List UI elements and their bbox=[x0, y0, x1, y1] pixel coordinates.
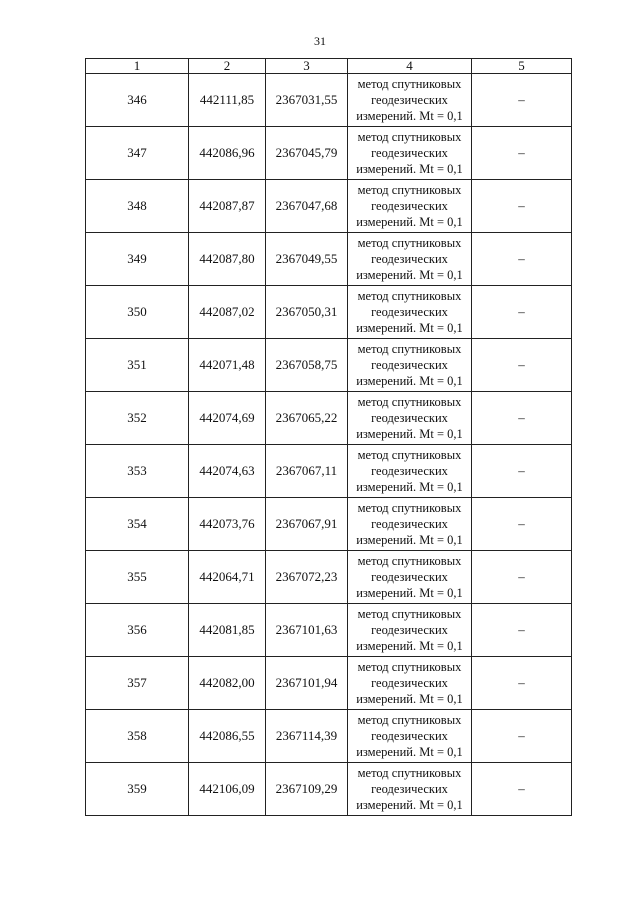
method-line: измерений. Mt = 0,1 bbox=[356, 798, 463, 812]
y-coordinate-cell: 2367031,55 bbox=[266, 74, 348, 127]
method-line: измерений. Mt = 0,1 bbox=[356, 745, 463, 759]
method-cell bbox=[348, 763, 472, 816]
point-number-cell: 349 bbox=[86, 233, 189, 286]
method-line: метод спутниковых bbox=[357, 607, 462, 621]
note-cell: – bbox=[472, 127, 572, 180]
x-coordinate-cell: 442087,80 bbox=[189, 233, 266, 286]
point-number-cell: 351 bbox=[86, 339, 189, 392]
method-line: геодезических bbox=[371, 676, 448, 690]
method-cell bbox=[348, 551, 472, 604]
y-coordinate-cell: 2367109,29 bbox=[266, 763, 348, 816]
method-cell bbox=[348, 180, 472, 233]
method-line: измерений. Mt = 0,1 bbox=[356, 374, 463, 388]
table-row bbox=[86, 180, 572, 233]
x-coordinate-cell: 442082,00 bbox=[189, 657, 266, 710]
method-cell bbox=[348, 604, 472, 657]
note-cell: – bbox=[472, 710, 572, 763]
method-line: геодезических bbox=[371, 729, 448, 743]
point-number-cell: 358 bbox=[86, 710, 189, 763]
method-line: геодезических bbox=[371, 517, 448, 531]
page-number: 31 bbox=[314, 34, 326, 48]
method-line: геодезических bbox=[371, 782, 448, 796]
method-line: метод спутниковых bbox=[357, 183, 462, 197]
method-cell bbox=[348, 445, 472, 498]
method-line: геодезических bbox=[371, 411, 448, 425]
method-line: геодезических bbox=[371, 305, 448, 319]
point-number-cell: 348 bbox=[86, 180, 189, 233]
table-header-row bbox=[86, 59, 572, 74]
x-coordinate-cell: 442086,55 bbox=[189, 710, 266, 763]
method-line: измерений. Mt = 0,1 bbox=[356, 639, 463, 653]
note-cell: – bbox=[472, 339, 572, 392]
method-line: метод спутниковых bbox=[357, 236, 462, 250]
table-row bbox=[86, 710, 572, 763]
coordinates-table bbox=[85, 58, 572, 816]
method-line: геодезических bbox=[371, 464, 448, 478]
y-coordinate-cell: 2367072,23 bbox=[266, 551, 348, 604]
table-row bbox=[86, 127, 572, 180]
y-coordinate-cell: 2367065,22 bbox=[266, 392, 348, 445]
method-line: метод спутниковых bbox=[357, 395, 462, 409]
table-row bbox=[86, 445, 572, 498]
method-line: измерений. Mt = 0,1 bbox=[356, 480, 463, 494]
method-line: метод спутниковых bbox=[357, 77, 462, 91]
column-header: 5 bbox=[472, 59, 572, 74]
point-number-cell: 347 bbox=[86, 127, 189, 180]
y-coordinate-cell: 2367067,91 bbox=[266, 498, 348, 551]
y-coordinate-cell: 2367050,31 bbox=[266, 286, 348, 339]
column-header: 3 bbox=[266, 59, 348, 74]
point-number-cell: 356 bbox=[86, 604, 189, 657]
note-cell: – bbox=[472, 286, 572, 339]
y-coordinate-cell: 2367101,63 bbox=[266, 604, 348, 657]
method-line: измерений. Mt = 0,1 bbox=[356, 321, 463, 335]
method-cell bbox=[348, 74, 472, 127]
method-line: метод спутниковых bbox=[357, 713, 462, 727]
table-row bbox=[86, 498, 572, 551]
y-coordinate-cell: 2367067,11 bbox=[266, 445, 348, 498]
table-row bbox=[86, 74, 572, 127]
y-coordinate-cell: 2367047,68 bbox=[266, 180, 348, 233]
point-number-cell: 354 bbox=[86, 498, 189, 551]
method-line: измерений. Mt = 0,1 bbox=[356, 692, 463, 706]
note-cell: – bbox=[472, 657, 572, 710]
y-coordinate-cell: 2367045,79 bbox=[266, 127, 348, 180]
method-line: геодезических bbox=[371, 570, 448, 584]
method-line: метод спутниковых bbox=[357, 448, 462, 462]
method-line: измерений. Mt = 0,1 bbox=[356, 586, 463, 600]
method-line: измерений. Mt = 0,1 bbox=[356, 533, 463, 547]
method-line: геодезических bbox=[371, 199, 448, 213]
x-coordinate-cell: 442111,85 bbox=[189, 74, 266, 127]
note-cell: – bbox=[472, 604, 572, 657]
note-cell: – bbox=[472, 763, 572, 816]
point-number-cell: 352 bbox=[86, 392, 189, 445]
y-coordinate-cell: 2367114,39 bbox=[266, 710, 348, 763]
method-line: геодезических bbox=[371, 358, 448, 372]
method-line: измерений. Mt = 0,1 bbox=[356, 109, 463, 123]
y-coordinate-cell: 2367101,94 bbox=[266, 657, 348, 710]
x-coordinate-cell: 442087,02 bbox=[189, 286, 266, 339]
method-cell bbox=[348, 498, 472, 551]
column-header: 4 bbox=[348, 59, 472, 74]
note-cell: – bbox=[472, 445, 572, 498]
point-number-cell: 353 bbox=[86, 445, 189, 498]
note-cell: – bbox=[472, 551, 572, 604]
column-header: 2 bbox=[189, 59, 266, 74]
table-row bbox=[86, 551, 572, 604]
method-line: геодезических bbox=[371, 623, 448, 637]
method-cell bbox=[348, 339, 472, 392]
x-coordinate-cell: 442074,63 bbox=[189, 445, 266, 498]
method-line: измерений. Mt = 0,1 bbox=[356, 427, 463, 441]
method-line: измерений. Mt = 0,1 bbox=[356, 162, 463, 176]
y-coordinate-cell: 2367058,75 bbox=[266, 339, 348, 392]
table-row bbox=[86, 657, 572, 710]
note-cell: – bbox=[472, 392, 572, 445]
table-row bbox=[86, 392, 572, 445]
x-coordinate-cell: 442064,71 bbox=[189, 551, 266, 604]
method-line: геодезических bbox=[371, 93, 448, 107]
note-cell: – bbox=[472, 74, 572, 127]
method-cell bbox=[348, 710, 472, 763]
method-line: метод спутниковых bbox=[357, 660, 462, 674]
x-coordinate-cell: 442071,48 bbox=[189, 339, 266, 392]
method-cell bbox=[348, 127, 472, 180]
table-row bbox=[86, 233, 572, 286]
method-line: метод спутниковых bbox=[357, 766, 462, 780]
method-line: геодезических bbox=[371, 146, 448, 160]
method-cell bbox=[348, 657, 472, 710]
method-cell bbox=[348, 286, 472, 339]
note-cell: – bbox=[472, 180, 572, 233]
x-coordinate-cell: 442073,76 bbox=[189, 498, 266, 551]
note-cell: – bbox=[472, 498, 572, 551]
point-number-cell: 357 bbox=[86, 657, 189, 710]
point-number-cell: 355 bbox=[86, 551, 189, 604]
y-coordinate-cell: 2367049,55 bbox=[266, 233, 348, 286]
column-header: 1 bbox=[86, 59, 189, 74]
method-line: измерений. Mt = 0,1 bbox=[356, 215, 463, 229]
method-line: метод спутниковых bbox=[357, 130, 462, 144]
method-line: геодезических bbox=[371, 252, 448, 266]
method-line: метод спутниковых bbox=[357, 501, 462, 515]
x-coordinate-cell: 442106,09 bbox=[189, 763, 266, 816]
note-cell: – bbox=[472, 233, 572, 286]
x-coordinate-cell: 442086,96 bbox=[189, 127, 266, 180]
point-number-cell: 350 bbox=[86, 286, 189, 339]
table-row bbox=[86, 286, 572, 339]
method-line: метод спутниковых bbox=[357, 342, 462, 356]
x-coordinate-cell: 442081,85 bbox=[189, 604, 266, 657]
method-cell bbox=[348, 392, 472, 445]
method-line: метод спутниковых bbox=[357, 554, 462, 568]
table-row bbox=[86, 339, 572, 392]
point-number-cell: 346 bbox=[86, 74, 189, 127]
x-coordinate-cell: 442074,69 bbox=[189, 392, 266, 445]
method-line: метод спутниковых bbox=[357, 289, 462, 303]
method-cell bbox=[348, 233, 472, 286]
method-line: измерений. Mt = 0,1 bbox=[356, 268, 463, 282]
table-row bbox=[86, 763, 572, 816]
x-coordinate-cell: 442087,87 bbox=[189, 180, 266, 233]
point-number-cell: 359 bbox=[86, 763, 189, 816]
table-row bbox=[86, 604, 572, 657]
